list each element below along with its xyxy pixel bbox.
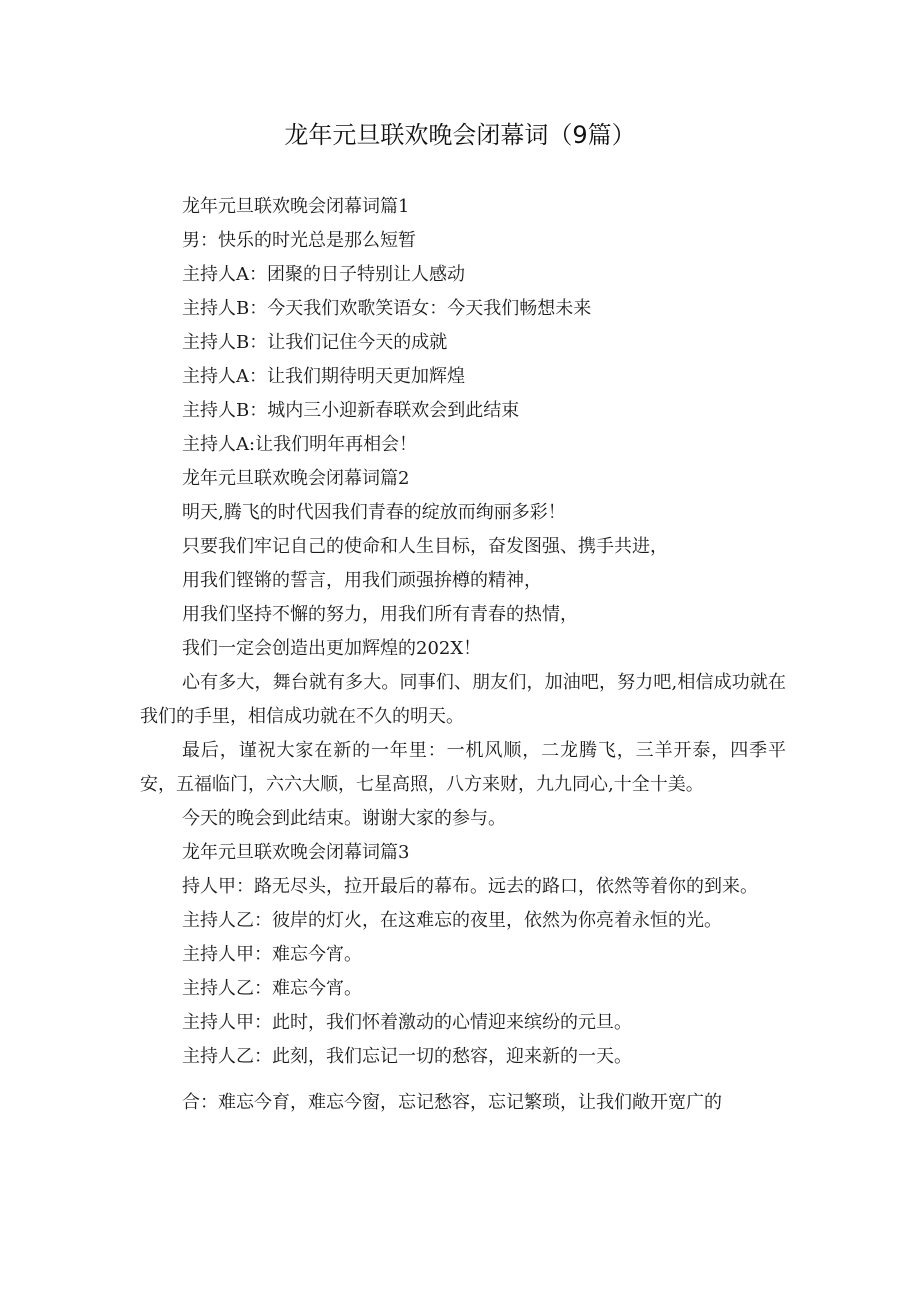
paragraph: 主持人B：城内三小迎新春联欢会到此结束	[182, 400, 520, 421]
paragraph: 主持人A:让我们明年再相会！	[182, 434, 418, 455]
document-body	[140, 190, 786, 1120]
paragraph: 主持人甲：难忘今宵。	[182, 944, 362, 965]
paragraph: 主持人B：让我们记住今天的成就	[182, 332, 448, 353]
paragraph: 心有多大，舞台就有多大。同事们、朋友们，加油吧，努力吧,相信成功就在我们的手里，相信成功就在不久的明天。	[140, 672, 786, 727]
paragraph: 主持人A：让我们期待明天更加辉煌	[182, 366, 465, 387]
paragraph: 主持人乙：难忘今宵。	[182, 978, 362, 999]
paragraph: 用我们坚持不懈的努力，用我们所有青春的热情，	[182, 604, 578, 625]
paragraph: 主持人B：今天我们欢歌笑语女：今天我们畅想未来	[182, 298, 592, 319]
paragraph: 今天的晚会到此结束。谢谢大家的参与。	[182, 808, 506, 829]
paragraph: 用我们铿锵的誓言，用我们顽强拚樽的精神，	[182, 570, 542, 591]
paragraph: 持人甲：路无尽头，拉开最后的幕布。远去的路口，依然等着你的到来。	[182, 876, 758, 897]
paragraph: 我们一定会创造出更加辉煌的202X！	[182, 638, 482, 659]
paragraph: 主持人A：团聚的日子特别让人感动	[182, 264, 465, 285]
paragraph: 只要我们牢记自己的使命和人生目标，奋发图强、携手共进，	[182, 536, 668, 557]
paragraph: 龙年元旦联欢晚会闭幕词篇2	[182, 468, 410, 489]
paragraph: 龙年元旦联欢晚会闭幕词篇1	[182, 196, 410, 217]
paragraph: 龙年元旦联欢晚会闭幕词篇3	[182, 842, 410, 863]
document-title: 龙年元旦联欢晚会闭幕词（9篇）	[284, 121, 636, 149]
paragraph: 主持人乙：此刻，我们忘记一切的愁容，迎来新的一天。	[182, 1046, 632, 1067]
paragraph: 合：难忘今育，难忘今窗，忘记愁容，忘记繁琐，让我们敞开宽广的	[182, 1092, 722, 1113]
paragraph: 主持人甲：此时，我们怀着激动的心情迎来缤纷的元旦。	[182, 1012, 632, 1033]
paragraph: 最后，谨祝大家在新的一年里：一机风顺，二龙腾飞，三羊开泰，四季平安，五福临门，六六大顺，七星高照，八方来财，九九同心,十全十美。	[140, 740, 786, 795]
paragraph: 明天,腾飞的时代因我们青春的绽放而绚丽多彩！	[182, 502, 566, 523]
paragraph: 主持人乙：彼岸的灯火，在这难忘的夜里，依然为你亮着永恒的光。	[182, 910, 722, 931]
paragraph: 男：快乐的时光总是那么短暂	[182, 230, 416, 251]
